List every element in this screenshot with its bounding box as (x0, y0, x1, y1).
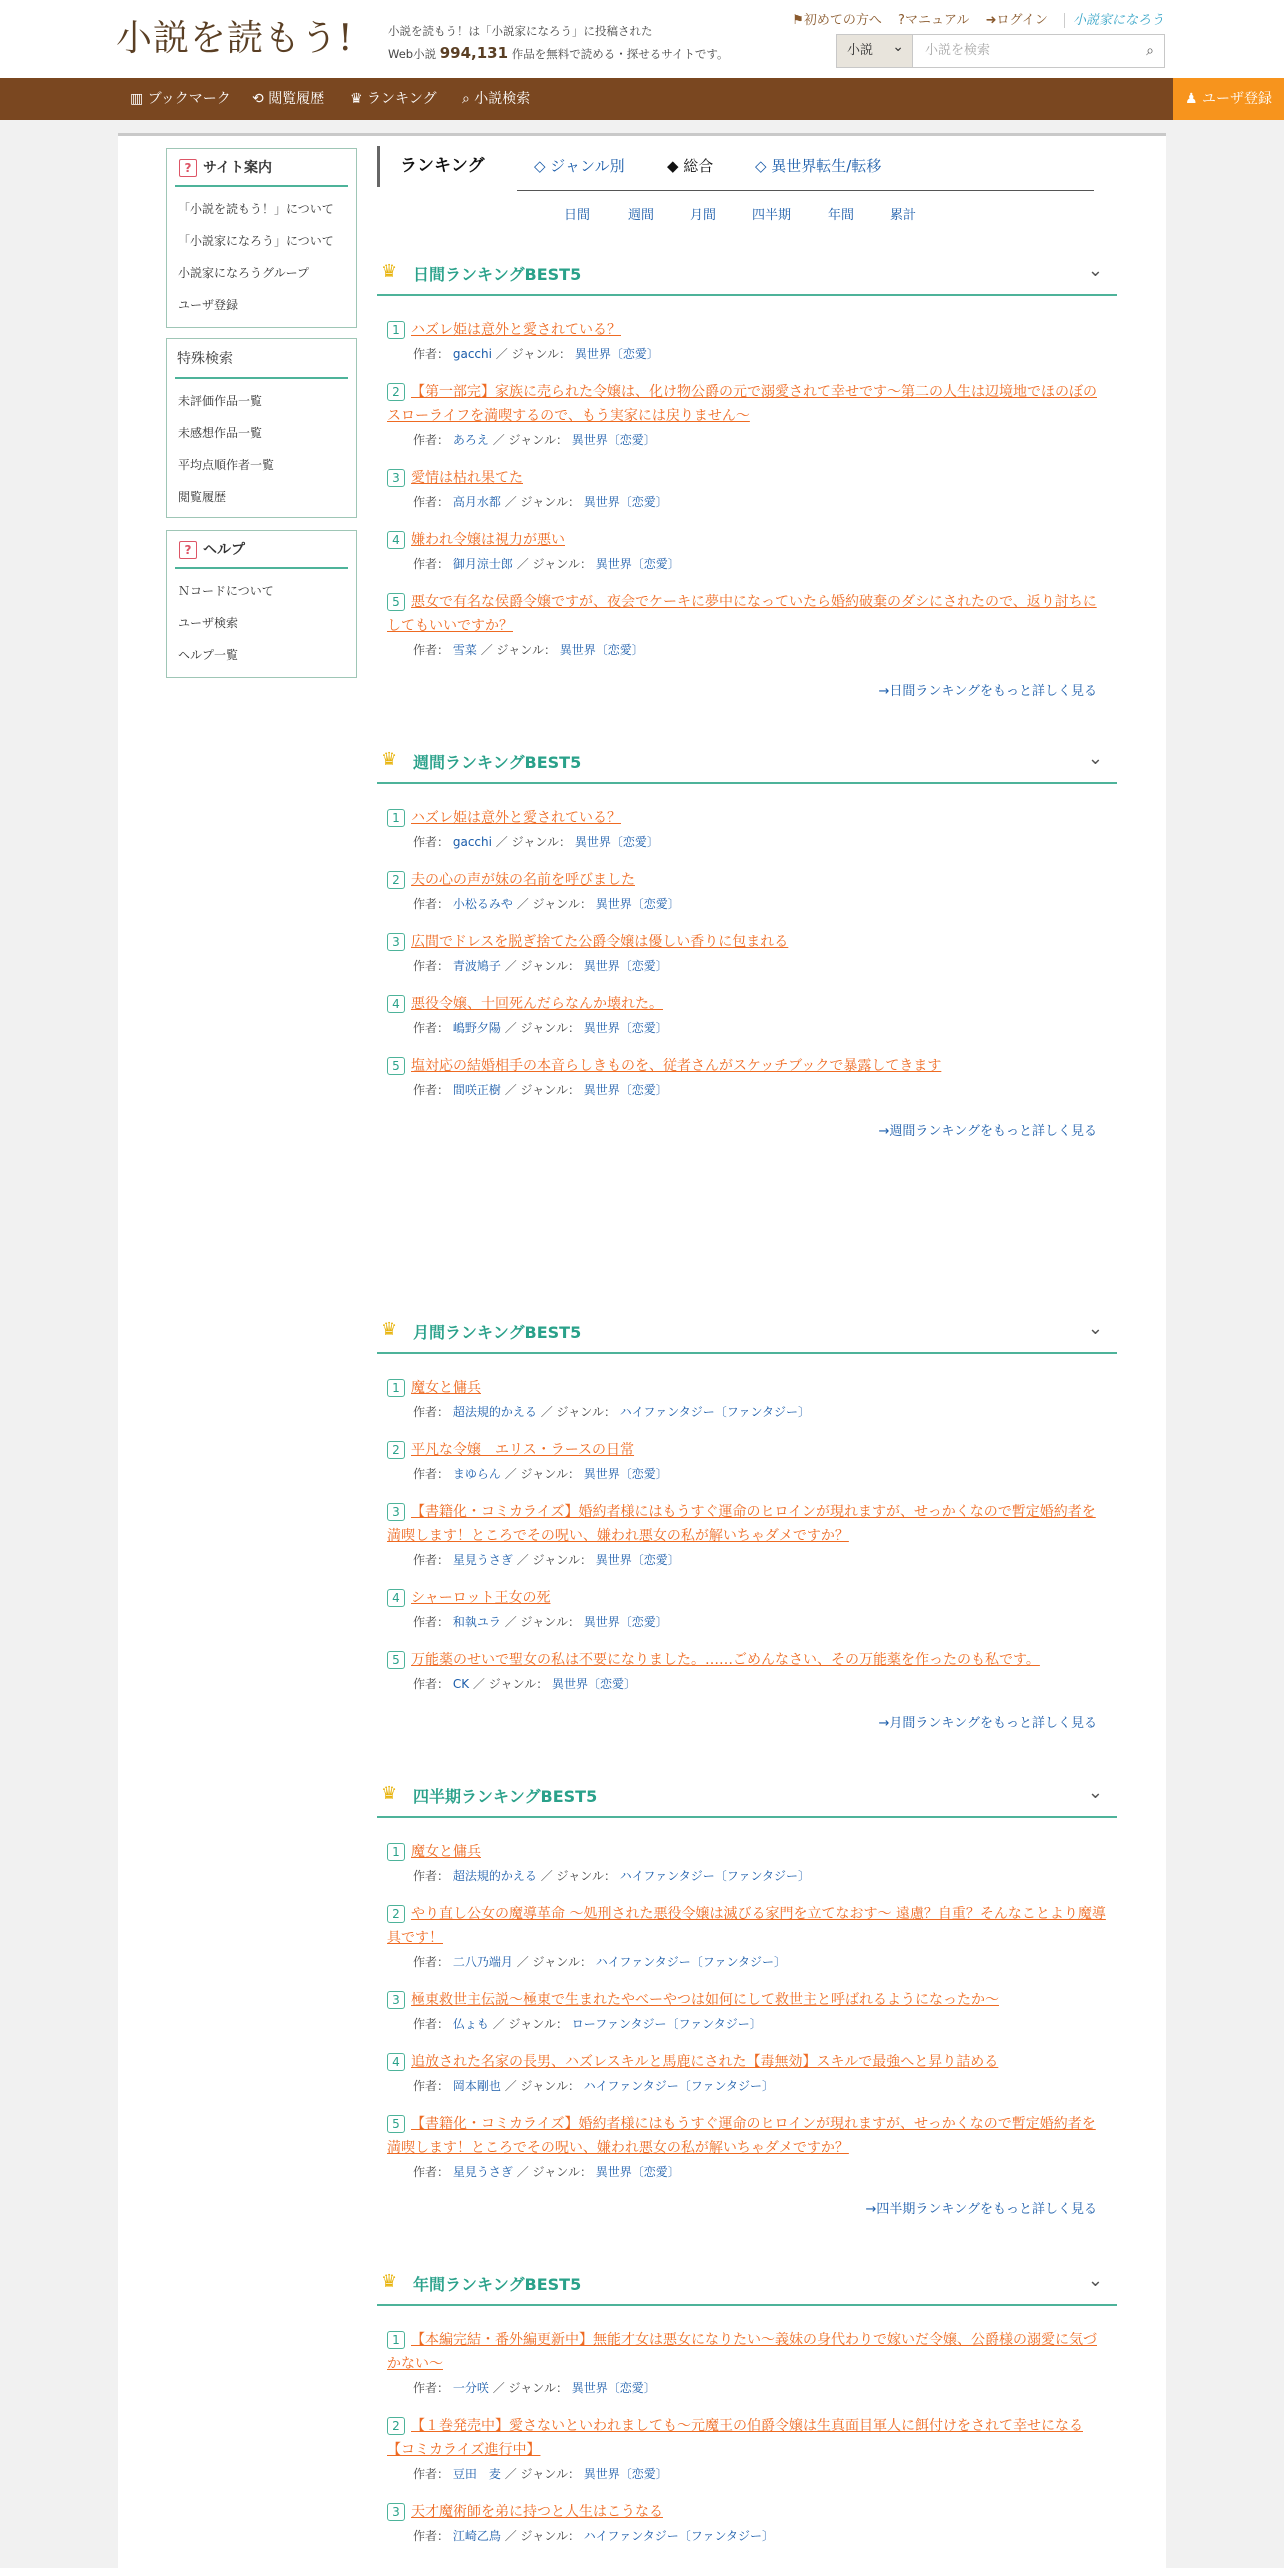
genre-link[interactable]: 異世界〔恋愛〕 (583, 2467, 668, 2481)
author-link[interactable]: gacchi (452, 347, 492, 361)
period-link[interactable]: 年間 (828, 208, 855, 223)
ranking-tabs (377, 146, 1094, 191)
author-link[interactable]: 豆田 麦 (452, 2467, 501, 2481)
novel-meta: 作者： 小松るみや ／ ジャンル： 異世界〔恋愛〕 (413, 897, 680, 911)
login-icon: ➜ (985, 13, 997, 28)
ranking-item (387, 1500, 1107, 1572)
sidebar-item[interactable]: Ｎコードについて (178, 584, 274, 598)
novel-title-link[interactable]: 5 万能薬のせいで聖女の私は不要になりました。……ごめんなさい、その万能薬を作ったのも私です。 (387, 1648, 1107, 1672)
section-header[interactable] (377, 252, 1117, 296)
rank-number: 5 (387, 1057, 405, 1075)
period-link[interactable]: 週間 (628, 208, 655, 223)
section-header[interactable] (377, 2262, 1117, 2306)
ranking-item (387, 1902, 1107, 1974)
genre-link[interactable]: 異世界〔恋愛〕 (595, 897, 680, 911)
novel-meta: 作者： 岡本剛也 ／ ジャンル： ハイファンタジー〔ファンタジー〕 (413, 2079, 774, 2093)
ranking-section (377, 740, 1117, 1144)
novel-title-link[interactable]: 1 【本編完結・番外編更新中】無能才女は悪女になりたい～義妹の身代わりで嫁いだ令嬢、公爵様の溺愛に気づかない～ (387, 2332, 1097, 2372)
rank-number: 2 (387, 383, 405, 401)
novel-title-link[interactable]: 4 嫌われ令嬢は視力が悪い (387, 528, 1107, 552)
genre-link[interactable]: 異世界〔恋愛〕 (559, 643, 644, 657)
rank-number: 3 (387, 1503, 405, 1521)
special-title: 特殊検索 (175, 339, 348, 379)
ranking-item (387, 992, 1107, 1040)
novel-meta: 作者： 仏ょも ／ ジャンル： ローファンタジー〔ファンタジー〕 (413, 2017, 762, 2031)
section-header[interactable] (377, 1310, 1117, 1354)
user-icon: ♟ (1184, 91, 1202, 107)
sidebar-item[interactable]: 閲覧履歴 (178, 490, 227, 504)
novel-title-link[interactable]: 5 塩対応の結婚相手の本音らしきものを、従者さんがスケッチブックで暴露してきます (387, 1054, 1107, 1078)
novel-meta: 作者： 超法規的かえる ／ ジャンル： ハイファンタジー〔ファンタジー〕 (413, 1869, 810, 1883)
crown-icon: ♛ (381, 261, 398, 282)
genre-link[interactable]: ハイファンタジー〔ファンタジー〕 (583, 2079, 774, 2093)
ranking-item (387, 1988, 1107, 2036)
rank-number: 5 (387, 2115, 405, 2133)
novel-title-link[interactable]: 2 【第一部完】家族に売られた令嬢は、化け物公爵の元で溺愛されて幸せです～第二の人生は辺境地でほのぼのスローライフを満喫するので、もう実家には戻りません～ (387, 384, 1097, 424)
novel-meta: 作者： gacchi ／ ジャンル： 異世界〔恋愛〕 (413, 835, 659, 849)
ranking-item (387, 466, 1107, 514)
rank-number: 5 (387, 593, 405, 611)
rank-number: 2 (387, 2417, 405, 2435)
ranking-item (387, 930, 1107, 978)
period-link[interactable]: 四半期 (752, 208, 792, 223)
novel-title-link[interactable]: 3 【書籍化・コミカライズ】婚約者様にはもうすぐ運命のヒロインが現れますが、せっかくなので暫定婚約者を満喫します！ところでその呪い、嫌われ悪女の私が解いちゃダメですか？ (387, 1504, 1096, 1544)
sidebar-item[interactable]: 「小説家になろう」について (178, 234, 334, 248)
period-link[interactable]: 月間 (690, 208, 717, 223)
sidebar-item[interactable]: 「小説を読もう！」について (178, 202, 334, 216)
search-button[interactable] (1136, 35, 1164, 67)
author-link[interactable]: 岡本剛也 (452, 2079, 501, 2093)
author-link[interactable]: 星見うさぎ (452, 2165, 513, 2179)
rank-number: 1 (387, 2331, 405, 2349)
chevron-down-icon[interactable]: ⌄ (1087, 260, 1103, 281)
novel-meta: 作者： 江崎乙鳥 ／ ジャンル： ハイファンタジー〔ファンタジー〕 (413, 2529, 774, 2543)
novel-title-link[interactable]: 5 【書籍化・コミカライズ】婚約者様にはもうすぐ運命のヒロインが現れますが、せっかくなので暫定婚約者を満喫します！ところでその呪い、嫌われ悪女の私が解いちゃダメですか？ (387, 2116, 1096, 2156)
site-description (388, 20, 729, 65)
novel-title-link[interactable]: 2 【１巻発売中】愛さないといわれましても～元魔王の伯爵令嬢は生真面目軍人に餌付けをされて幸せになる【コミカライズ進行中】 (387, 2418, 1083, 2458)
novel-meta: 作者： 嶋野夕陽 ／ ジャンル： 異世界〔恋愛〕 (413, 1021, 668, 1035)
sidebar-item[interactable]: ユーザ検索 (178, 616, 239, 630)
rank-number: 3 (387, 2503, 405, 2521)
bookmark-icon: ▥ (130, 91, 148, 107)
section-header[interactable] (377, 740, 1117, 784)
rank-number: 1 (387, 321, 405, 339)
desc-suffix: 作品を無料で読める・探せるサイトです。 (511, 47, 729, 61)
tabs-underline (517, 190, 1094, 191)
genre-link[interactable]: ハイファンタジー〔ファンタジー〕 (619, 1405, 810, 1419)
chevron-down-icon[interactable]: ⌄ (1087, 748, 1103, 769)
crown-icon: ♛ (381, 1319, 398, 1340)
ranking-item (387, 1648, 1107, 1696)
section-title: 月間ランキングBEST5 (413, 1323, 582, 1342)
manual-link[interactable]: ?マニュアル (898, 13, 970, 28)
genre-link[interactable]: 異世界〔恋愛〕 (574, 347, 659, 361)
novel-meta: 作者： 雪菜 ／ ジャンル： 異世界〔恋愛〕 (413, 643, 644, 657)
genre-link[interactable]: 異世界〔恋愛〕 (595, 2165, 680, 2179)
more-ranking-link[interactable]: →日間ランキングをもっと詳しく見る (878, 684, 1097, 699)
site-logo[interactable]: 小説を読もう! (116, 18, 354, 59)
novel-title-link[interactable]: 4 悪役令嬢、十回死んだらなんか壊れた。 (387, 992, 1107, 1016)
novel-title-link[interactable]: 1 魔女と傭兵 (387, 1840, 1107, 1864)
more-ranking-link[interactable]: →週間ランキングをもっと詳しく見る (878, 1124, 1097, 1139)
genre-link[interactable]: 異世界〔恋愛〕 (583, 959, 668, 973)
site-header (0, 0, 1284, 78)
narou-logo-link[interactable]: 小説家になろう (1064, 13, 1164, 28)
rank-number: 1 (387, 1379, 405, 1397)
author-link[interactable]: 超法規的かえる (452, 1405, 537, 1419)
author-link[interactable]: 仏ょも (452, 2017, 489, 2031)
author-link[interactable]: 青波鳩子 (452, 959, 501, 973)
main-nav (0, 78, 1284, 120)
author-link[interactable]: まゆらん (452, 1467, 501, 1481)
author-link[interactable]: 御月涼士郎 (452, 557, 513, 571)
guide-title: サイト案内 (203, 160, 273, 176)
ranking-item (387, 1840, 1107, 1888)
author-link[interactable]: 星見うさぎ (452, 1553, 513, 1567)
history-icon: ⟲ (252, 91, 269, 107)
desc-prefix: Web小説 (388, 47, 437, 61)
ranking-item (387, 2050, 1107, 2098)
rank-number: 4 (387, 2053, 405, 2071)
ranking-item (387, 1376, 1107, 1424)
ranking-section (377, 252, 1117, 704)
search-icon: ⌕ (462, 91, 475, 107)
genre-link[interactable]: 異世界〔恋愛〕 (583, 1083, 668, 1097)
ranking-item (387, 528, 1107, 576)
rank-number: 3 (387, 933, 405, 951)
first-visit-link[interactable]: ⚑初めての方へ (792, 13, 882, 28)
sidebar-item[interactable]: 小説家になろうグループ (178, 266, 310, 280)
chevron-down-icon[interactable]: ⌄ (1087, 2270, 1103, 2291)
ranking-item (387, 2112, 1107, 2184)
ranking-section (377, 1310, 1117, 1736)
author-link[interactable]: 二八乃端月 (452, 1955, 513, 1969)
rank-number: 4 (387, 1589, 405, 1607)
rank-number: 2 (387, 1441, 405, 1459)
sidebar-special (166, 338, 357, 518)
novel-title-link[interactable]: 1 ハズレ姫は意外と愛されている？ (387, 806, 1107, 830)
rank-number: 1 (387, 809, 405, 827)
ranking-item (387, 1054, 1107, 1102)
genre-link[interactable]: 異世界〔恋愛〕 (571, 2381, 656, 2395)
genre-link[interactable]: 異世界〔恋愛〕 (595, 1553, 680, 1567)
novel-title-link[interactable]: 4 シャーロット王女の死 (387, 1586, 1107, 1610)
genre-link[interactable]: 異世界〔恋愛〕 (552, 1677, 637, 1691)
top-links (780, 9, 1164, 28)
question-icon: ? (898, 13, 905, 28)
nav-ranking[interactable]: ♛ ランキング (350, 91, 437, 107)
ranking-item (387, 868, 1107, 916)
author-link[interactable]: あろえ (452, 433, 489, 447)
ranking-item (387, 590, 1107, 662)
novel-meta: 作者： 豆田 麦 ／ ジャンル： 異世界〔恋愛〕 (413, 2467, 668, 2481)
novel-title-link[interactable]: 3 天才魔術師を弟に持つと人生はこうなる (387, 2500, 1107, 2524)
author-link[interactable]: CK (452, 1677, 470, 1691)
rank-number: 3 (387, 469, 405, 487)
question-icon: ? (179, 541, 197, 559)
genre-link[interactable]: ハイファンタジー〔ファンタジー〕 (619, 1869, 810, 1883)
search-icon: ⌕ (1146, 43, 1154, 59)
crown-icon: ♛ (381, 749, 398, 770)
genre-link[interactable]: ハイファンタジー〔ファンタジー〕 (583, 2529, 774, 2543)
search-type-select[interactable]: 小説 ⌄ (837, 35, 913, 67)
ranking-item (387, 380, 1107, 452)
novel-meta: 作者： 星見うさぎ ／ ジャンル： 異世界〔恋愛〕 (413, 1553, 680, 1567)
genre-link[interactable]: 異世界〔恋愛〕 (583, 1615, 668, 1629)
tab-genre[interactable]: ◇ ジャンル別 (534, 157, 625, 175)
nav-history[interactable]: ⟲ 閲覧履歴 (252, 91, 325, 107)
genre-link[interactable]: 異世界〔恋愛〕 (595, 557, 680, 571)
help-title: ヘルプ (203, 542, 245, 558)
genre-link[interactable]: ハイファンタジー〔ファンタジー〕 (595, 1955, 786, 1969)
rank-number: 1 (387, 1843, 405, 1861)
genre-link[interactable]: 異世界〔恋愛〕 (571, 433, 656, 447)
author-link[interactable]: 小松るみや (452, 897, 513, 911)
ranking-item (387, 1586, 1107, 1634)
crown-icon: ♛ (381, 2271, 398, 2292)
novel-meta: 作者： 一分咲 ／ ジャンル： 異世界〔恋愛〕 (413, 2381, 656, 2395)
ranking-section (377, 1774, 1117, 2222)
nav-search[interactable]: ⌕ 小説検索 (462, 91, 531, 107)
genre-link[interactable]: ローファンタジー〔ファンタジー〕 (571, 2017, 762, 2031)
ranking-item (387, 318, 1107, 366)
novel-meta: 作者： CK ／ ジャンル： 異世界〔恋愛〕 (413, 1677, 637, 1691)
novel-title-link[interactable]: 4 追放された名家の長男、ハズレスキルと馬鹿にされた【毒無効】スキルで最強へと昇り詰める (387, 2050, 1107, 2074)
novel-title-link[interactable]: 5 悪女で有名な侯爵令嬢ですが、夜会でケーキに夢中になっていたら婚約破棄のダシにされたので、返り討ちにしてもいいですか？ (387, 594, 1097, 634)
novel-meta: 作者： 高月水都 ／ ジャンル： 異世界〔恋愛〕 (413, 495, 668, 509)
novel-meta: 作者： 二八乃端月 ／ ジャンル： ハイファンタジー〔ファンタジー〕 (413, 1955, 786, 1969)
ranking-item (387, 1438, 1107, 1486)
flag-icon: ⚑ (792, 13, 804, 28)
sidebar-item[interactable]: 平均点順作者一覧 (178, 458, 275, 472)
search-box (836, 34, 1165, 68)
period-link[interactable]: 日間 (564, 208, 591, 223)
section-title: 日間ランキングBEST5 (413, 265, 582, 284)
novel-title-link[interactable]: 3 広間でドレスを脱ぎ捨てた公爵令嬢は優しい香りに包まれる (387, 930, 1107, 954)
novel-title-link[interactable]: 2 平凡な令嬢 エリス・ラースの日常 (387, 1438, 1107, 1462)
novel-meta: 作者： 青波鳩子 ／ ジャンル： 異世界〔恋愛〕 (413, 959, 668, 973)
rank-number: 4 (387, 531, 405, 549)
author-link[interactable]: 江崎乙鳥 (452, 2529, 501, 2543)
novel-meta: 作者： あろえ ／ ジャンル： 異世界〔恋愛〕 (413, 433, 656, 447)
genre-link[interactable]: 異世界〔恋愛〕 (583, 495, 668, 509)
author-link[interactable]: 高月水都 (452, 495, 501, 509)
desc-line1: 小説を読もう！は「小説家になろう」に投稿された (388, 24, 653, 38)
search-input[interactable]: 小説を検索 (925, 43, 991, 58)
genre-link[interactable]: 異世界〔恋愛〕 (574, 835, 659, 849)
novel-meta: 作者： 星見うさぎ ／ ジャンル： 異世界〔恋愛〕 (413, 2165, 680, 2179)
genre-link[interactable]: 異世界〔恋愛〕 (583, 1021, 668, 1035)
section-title: 週間ランキングBEST5 (413, 753, 582, 772)
crown-icon: ♛ (381, 1783, 398, 1804)
rank-number: 4 (387, 995, 405, 1013)
novel-meta: 作者： 間咲正樹 ／ ジャンル： 異世界〔恋愛〕 (413, 1083, 668, 1097)
author-link[interactable]: 嶋野夕陽 (452, 1021, 501, 1035)
ranking-item (387, 2414, 1107, 2486)
nav-bookmark[interactable]: ▥ ブックマーク (130, 91, 231, 107)
novel-title-link[interactable]: 1 魔女と傭兵 (387, 1376, 1107, 1400)
ranking-item (387, 806, 1107, 854)
ranking-item (387, 2500, 1107, 2548)
more-ranking-link[interactable]: →月間ランキングをもっと詳しく見る (878, 1716, 1097, 1731)
section-header[interactable] (377, 1774, 1117, 1818)
crown-icon: ♛ (350, 91, 368, 107)
chevron-down-icon[interactable]: ⌄ (1087, 1318, 1103, 1339)
rank-number: 5 (387, 1651, 405, 1669)
sidebar-guide (166, 148, 357, 328)
more-ranking-link[interactable]: →四半期ランキングをもっと詳しく見る (865, 2202, 1097, 2217)
genre-link[interactable]: 異世界〔恋愛〕 (583, 1467, 668, 1481)
ranking-heading: ランキング (377, 146, 485, 187)
tab-overall[interactable]: ◆ 総合 (667, 157, 714, 175)
section-title: 年間ランキングBEST5 (413, 2275, 582, 2294)
register-button[interactable]: ♟ ユーザ登録 (1173, 78, 1284, 120)
author-link[interactable]: 和執ユラ (452, 1615, 501, 1629)
novel-title-link[interactable]: 1 ハズレ姫は意外と愛されている？ (387, 318, 1107, 342)
sidebar-help (166, 530, 357, 678)
author-link[interactable]: 雪菜 (452, 643, 477, 657)
author-link[interactable]: 一分咲 (452, 2381, 489, 2395)
novel-title-link[interactable]: 2 やり直し公女の魔導革命 〜処刑された悪役令嬢は滅びる家門を立てなおす〜 遠慮？自重？そんなことより魔導具です！ (387, 1906, 1106, 1946)
chevron-down-icon[interactable]: ⌄ (1087, 1782, 1103, 1803)
tab-isekai[interactable]: ◇ 異世界転生/転移 (755, 157, 882, 175)
author-link[interactable]: 間咲正樹 (452, 1083, 501, 1097)
novel-meta: 作者： gacchi ／ ジャンル： 異世界〔恋愛〕 (413, 347, 659, 361)
novel-count: 994,131 (439, 44, 509, 62)
rank-number: 2 (387, 1905, 405, 1923)
author-link[interactable]: 超法規的かえる (452, 1869, 537, 1883)
section-title: 四半期ランキングBEST5 (413, 1787, 598, 1806)
rank-number: 3 (387, 1991, 405, 2009)
sidebar-item[interactable]: 未評価作品一覧 (178, 394, 263, 408)
sidebar-item[interactable]: ユーザ登録 (178, 298, 239, 312)
novel-meta: 作者： 超法規的かえる ／ ジャンル： ハイファンタジー〔ファンタジー〕 (413, 1405, 810, 1419)
login-link[interactable]: ➜ログイン (985, 13, 1048, 28)
ranking-item (387, 2328, 1107, 2400)
rank-number: 2 (387, 871, 405, 889)
novel-title-link[interactable]: 3 極東救世主伝説～極東で生まれたやべーやつは如何にして救世主と呼ばれるようになったか～ (387, 1988, 1107, 2012)
novel-title-link[interactable]: 2 夫の心の声が妹の名前を呼びました (387, 868, 1107, 892)
novel-meta: 作者： 御月涼士郎 ／ ジャンル： 異世界〔恋愛〕 (413, 557, 680, 571)
ranking-section (377, 2262, 1117, 2568)
period-link[interactable]: 累計 (890, 208, 917, 223)
sidebar-item[interactable]: ヘルプ一覧 (178, 648, 239, 662)
question-icon: ? (179, 159, 197, 177)
novel-title-link[interactable]: 3 愛情は枯れ果てた (387, 466, 1107, 490)
sidebar-item[interactable]: 未感想作品一覧 (178, 426, 263, 440)
novel-meta: 作者： 和執ユラ ／ ジャンル： 異世界〔恋愛〕 (413, 1615, 668, 1629)
novel-meta: 作者： まゆらん ／ ジャンル： 異世界〔恋愛〕 (413, 1467, 668, 1481)
author-link[interactable]: gacchi (452, 835, 492, 849)
